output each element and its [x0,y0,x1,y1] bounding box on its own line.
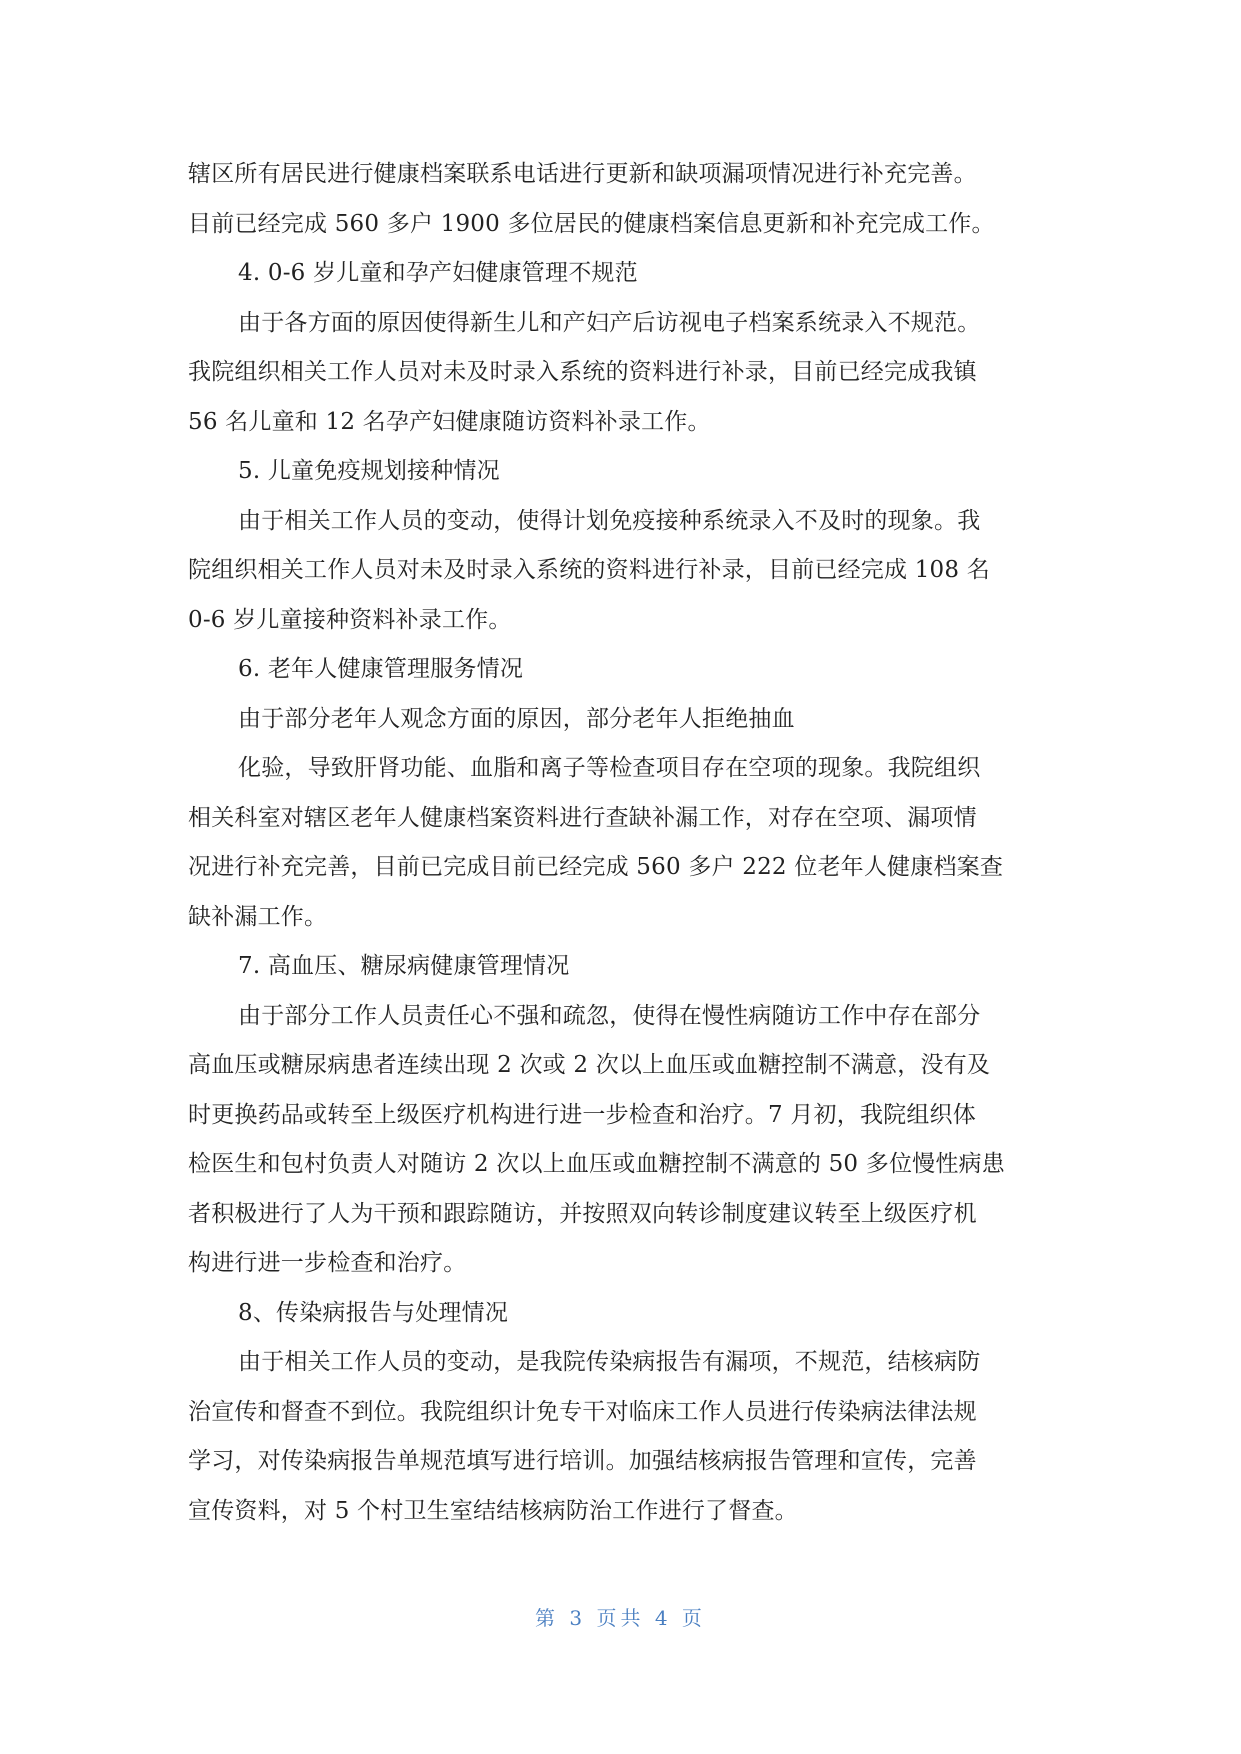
paragraph-line-18: 由于部分工作人员责任心不强和疏忽，使得在慢性病随访工作中存在部分 [238,1002,981,1029]
section-heading-7: 7. 高血压、糖尿病健康管理情况 [238,953,570,979]
paragraph-line-13: 化验，导致肝肾功能、血脂和离子等检查项目存在空项的现象。我院组织 [238,755,981,781]
paragraph-line-6: 56 名儿童和 12 名孕产妇健康随访资料补录工作。 [188,408,711,435]
paragraph-line-14: 相关科室对辖区老年人健康档案资料进行查缺补漏工作，对存在空项、漏项情 [188,804,977,831]
paragraph-line-22: 者积极进行了人为干预和跟踪随访，并按照双向转诊制度建议转至上级医疗机 [188,1200,977,1227]
paragraph-line-27: 学习，对传染病报告单规范填写进行培训。加强结核病报告管理和宣传，完善 [188,1448,977,1474]
paragraph-line-15: 况进行补充完善，目前已完成目前已经完成 560 多户 222 位老年人健康档案查 [188,854,1004,880]
section-heading-5: 5. 儿童免疫规划接种情况 [238,458,500,484]
paragraph-line-19: 高血压或糖尿病患者连续出现 2 次或 2 次以上血压或血糖控制不满意，没有及 [188,1052,991,1078]
paragraph-line-23: 构进行进一步检查和治疗。 [188,1250,467,1276]
paragraph-line-21: 检医生和包村负责人对随访 2 次以上血压或血糖控制不满意的 50 多位慢性病患 [188,1151,1005,1177]
paragraph-line-4: 由于各方面的原因使得新生儿和产妇产后访视电子档案系统录入不规范。 [238,309,981,336]
section-heading-4: 4. 0-6 岁儿童和孕产妇健康管理不规范 [238,260,638,286]
page-number-footer: 第 3 页共 4 页 [535,1606,706,1630]
paragraph-line-2: 目前已经完成 560 多户 1900 多位居民的健康档案信息更新和补充完成工作。 [188,210,995,237]
paragraph-line-28: 宣传资料，对 5 个村卫生室结结核病防治工作进行了督查。 [188,1497,798,1524]
paragraph-line-26: 治宣传和督查不到位。我院组织计免专干对临床工作人员进行传染病法律法规 [188,1398,977,1425]
document-body [188,150,1058,1536]
paragraph-line-8: 由于相关工作人员的变动，使得计划免疫接种系统录入不及时的现象。我 [238,507,981,534]
section-heading-8: 8、传染病报告与处理情况 [238,1299,509,1326]
paragraph-line-9: 院组织相关工作人员对未及时录入系统的资料进行补录，目前已经完成 108 名 [188,557,990,583]
paragraph-line-20: 时更换药品或转至上级医疗机构进行进一步检查和治疗。7 月初，我院组织体 [188,1101,976,1128]
paragraph-line-12: 由于部分老年人观念方面的原因，部分老年人拒绝抽血 [238,705,795,732]
paragraph-line-25: 由于相关工作人员的变动，是我院传染病报告有漏项，不规范，结核病防 [238,1349,981,1375]
paragraph-line-16: 缺补漏工作。 [188,903,328,930]
paragraph-line-1: 辖区所有居民进行健康档案联系电话进行更新和缺项漏项情况进行补充完善。 [188,161,977,187]
paragraph-line-10: 0-6 岁儿童接种资料补录工作。 [188,606,512,633]
section-heading-6: 6. 老年人健康管理服务情况 [238,656,524,682]
paragraph-line-5: 我院组织相关工作人员对未及时录入系统的资料进行补录，目前已经完成我镇 [188,359,977,385]
